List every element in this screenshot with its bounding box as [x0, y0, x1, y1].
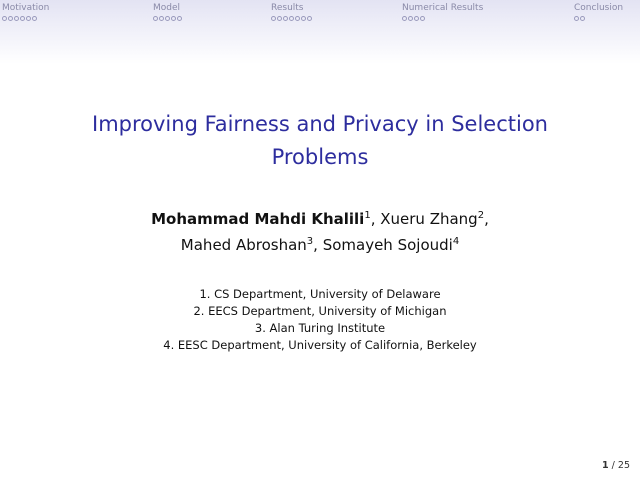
author-affiliation-mark: 1	[364, 210, 371, 221]
nav-slide-dot[interactable]	[26, 16, 31, 21]
nav-slide-dot[interactable]	[271, 16, 276, 21]
nav-section-label: Conclusion	[574, 3, 624, 13]
author-list	[40, 206, 600, 258]
nav-section-label: Results	[271, 3, 304, 13]
author-separator: ,	[484, 210, 489, 228]
nav-slide-dot[interactable]	[153, 16, 158, 21]
nav-slide-dot[interactable]	[2, 16, 7, 21]
nav-slide-dot[interactable]	[14, 16, 19, 21]
affiliation-item: 1. CS Department, University of Delaware	[199, 287, 441, 301]
author-separator: ,	[370, 210, 381, 228]
nav-slide-dot[interactable]	[414, 16, 419, 21]
nav-slide-dot[interactable]	[277, 16, 282, 21]
nav-slide-dot[interactable]	[580, 16, 585, 21]
nav-slide-dot[interactable]	[165, 16, 170, 21]
nav-dots[interactable]	[574, 16, 623, 21]
nav-slide-dot[interactable]	[574, 16, 579, 21]
nav-section-label: Model	[153, 3, 181, 13]
author-name: Somayeh Sojoudi	[322, 236, 453, 254]
nav-section-label: Motivation	[2, 3, 50, 13]
nav-slide-dot[interactable]	[159, 16, 164, 21]
nav-dots[interactable]	[402, 16, 483, 21]
nav-dots[interactable]	[271, 16, 312, 21]
page-number	[602, 460, 630, 471]
nav-slide-dot[interactable]	[177, 16, 182, 21]
nav-slide-dot[interactable]	[289, 16, 294, 21]
nav-slide-dot[interactable]	[20, 16, 25, 21]
nav-slide-dot[interactable]	[283, 16, 288, 21]
author-affiliation-mark: 4	[452, 236, 460, 247]
author-name: Mohammad Mahdi Khalili	[151, 210, 365, 228]
nav-section-results[interactable]	[271, 3, 312, 21]
affiliation-item: 4. EESC Department, University of California, Berkeley	[163, 338, 477, 352]
slide-title	[40, 108, 600, 174]
nav-slide-dot[interactable]	[32, 16, 37, 21]
nav-slide-dot[interactable]	[8, 16, 13, 21]
author-name: Mahed Abroshan	[180, 236, 307, 254]
nav-slide-dot[interactable]	[171, 16, 176, 21]
nav-section-numerical-results[interactable]	[402, 3, 483, 21]
nav-slide-dot[interactable]	[420, 16, 425, 21]
nav-dots[interactable]	[2, 16, 49, 21]
nav-dots[interactable]	[153, 16, 182, 21]
affiliation-item: 3. Alan Turing Institute	[254, 321, 386, 335]
current-page: 1	[602, 460, 609, 471]
author-line-2	[40, 232, 600, 258]
title-line-1: Improving Fairness and Privacy in Selection	[92, 112, 548, 136]
author-line-1	[40, 206, 600, 232]
nav-section-motivation[interactable]	[2, 3, 49, 21]
nav-section-label: Numerical Results	[402, 3, 484, 13]
section-navigation	[0, 0, 640, 64]
nav-slide-dot[interactable]	[402, 16, 407, 21]
title-line-2: Problems	[271, 145, 369, 169]
author-separator: ,	[313, 236, 323, 254]
total-pages: 25	[617, 460, 630, 471]
author-affiliation-mark: 3	[306, 236, 314, 247]
nav-slide-dot[interactable]	[408, 16, 413, 21]
affiliation-list	[40, 286, 600, 354]
author-name: Xueru Zhang	[380, 210, 478, 228]
affiliation-item: 2. EECS Department, University of Michigan	[193, 304, 447, 318]
nav-section-model[interactable]	[153, 3, 182, 21]
nav-slide-dot[interactable]	[307, 16, 312, 21]
nav-slide-dot[interactable]	[301, 16, 306, 21]
nav-slide-dot[interactable]	[295, 16, 300, 21]
page-separator: /	[611, 460, 615, 471]
author-affiliation-mark: 2	[477, 210, 485, 221]
nav-section-conclusion[interactable]	[574, 3, 623, 21]
